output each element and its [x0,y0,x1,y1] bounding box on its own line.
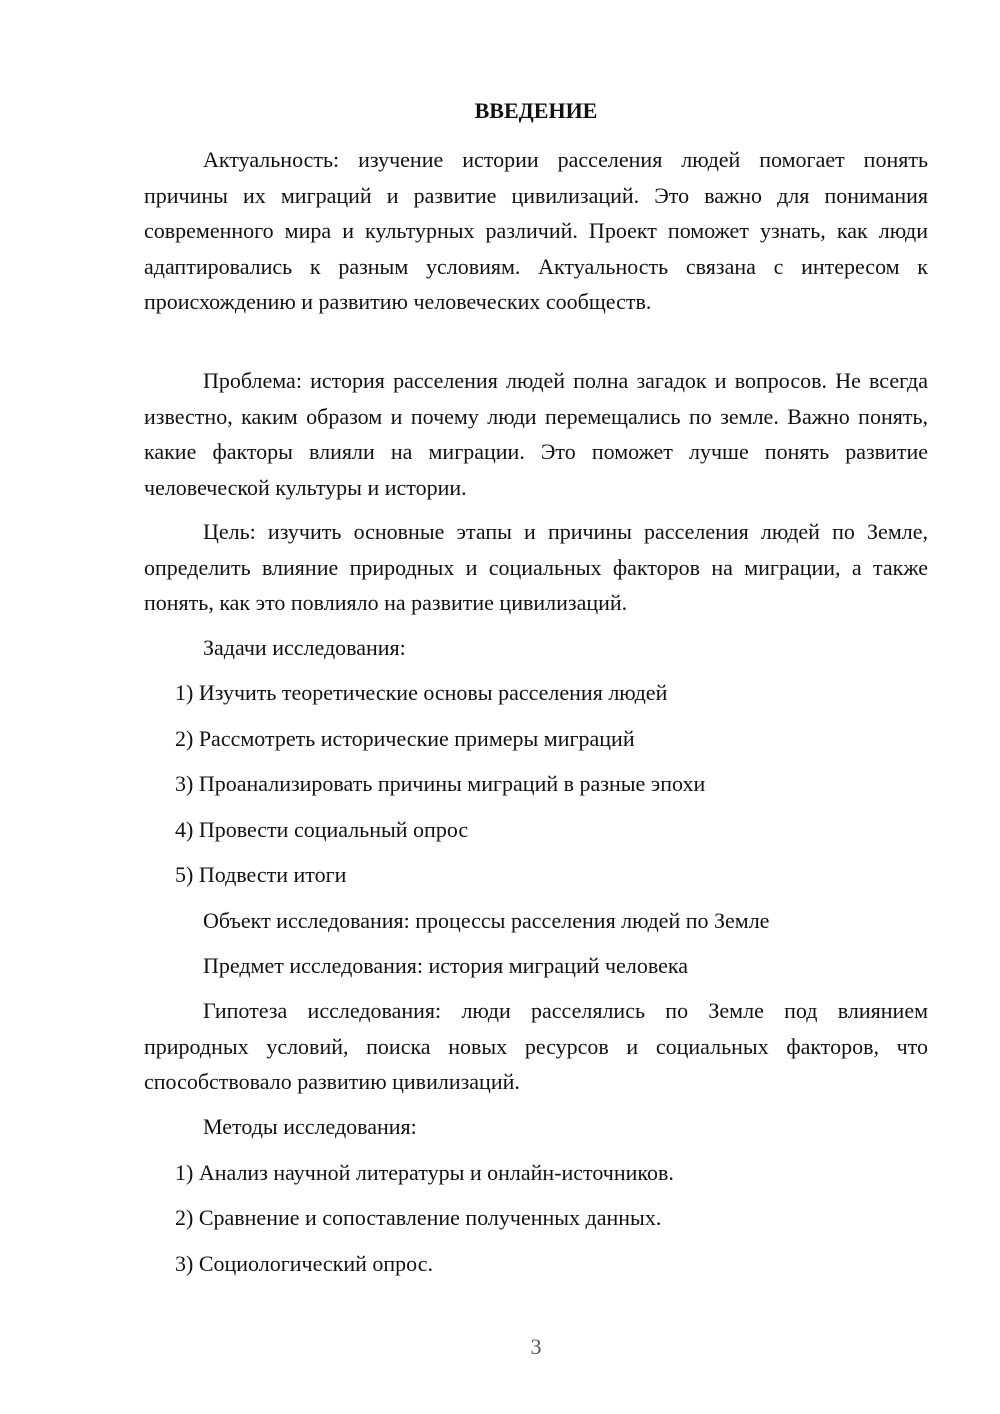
task-item: 2) Рассмотреть исторические примеры миграций [175,726,635,751]
task-item: 1) Изучить теоретические основы расселения людей [175,680,668,705]
subject-line: Предмет исследования: история миграций человека [203,953,688,978]
problem-paragraph: Проблема: история расселения людей полна загадок и вопросов. Не всегда известно, каким образом и почему люди перемещались по земле. Важно понять, какие факторы влияли на миграции. Это поможет лучше понять развитие человеческой культуры и истории. [144,368,928,500]
relevance-paragraph: Актуальность: изучение истории расселения людей помогает понять причины их миграций и развитие цивилизаций. Это важно для понимания современного мира и культурных различий. Проект поможет узнать, как люди адаптировались к разным условиям. Актуальность связана с интересом к происхождению и развитию человеческих сообществ. [144,147,928,315]
page-number: 3 [530,1334,542,1359]
method-item: 3) Социологический опрос. [175,1251,433,1276]
tasks-heading: Задачи исследования: [203,635,406,660]
methods-heading: Методы исследования: [203,1114,417,1139]
method-item: 1) Анализ научной литературы и онлайн-источников. [175,1160,674,1185]
hypothesis-paragraph: Гипотеза исследования: люди расселялись по Земле под влиянием природных условий, поиска новых ресурсов и социальных факторов, что способствовало развитию цивилизаций. [144,998,928,1095]
object-line: Объект исследования: процессы расселения людей по Земле [203,908,770,933]
task-item: 3) Проанализировать причины миграций в разные эпохи [175,771,706,796]
goal-paragraph: Цель: изучить основные этапы и причины расселения людей по Земле, определить влияние природных и социальных факторов на миграции, а также понять, как это повлияло на развитие цивилизаций. [144,519,928,616]
task-item: 5) Подвести итоги [175,862,347,887]
method-item: 2) Сравнение и сопоставление полученных данных. [175,1205,662,1230]
page-title: ВВЕДЕНИЕ [474,98,598,123]
task-item: 4) Провести социальный опрос [175,817,469,842]
